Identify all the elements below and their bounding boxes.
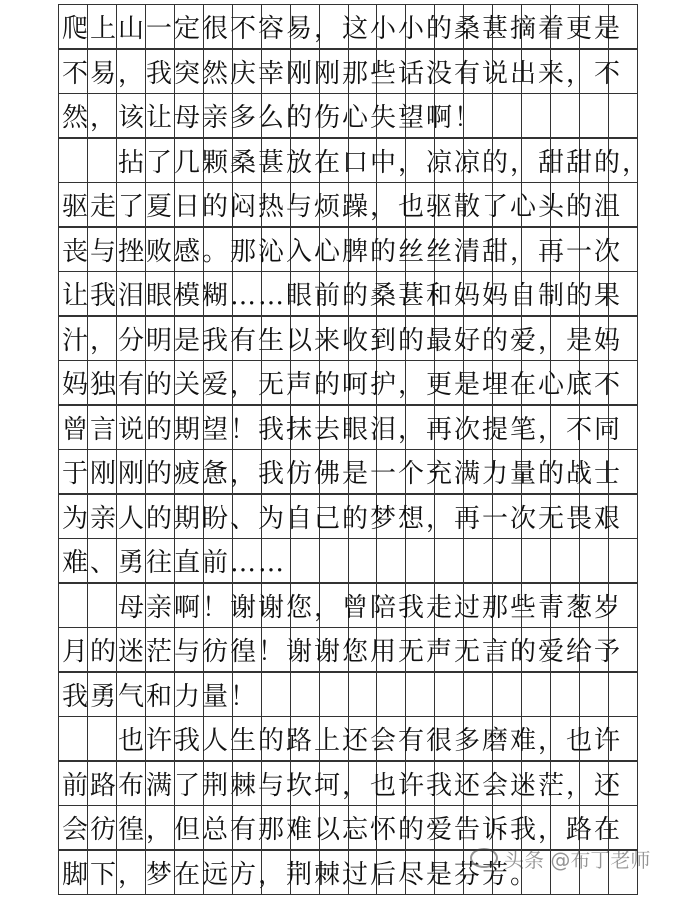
essay-line: 让我泪眼模糊……眼前的桑葚和妈妈自制的果	[62, 281, 623, 311]
manuscript-row	[58, 716, 638, 761]
manuscript-row	[58, 538, 638, 583]
manuscript-row	[58, 4, 638, 49]
essay-line: 然，该让母亲多么的伤心失望啊！	[62, 103, 483, 133]
essay-line: 于刚刚的疲惫，我仿佛是一个充满力量的战士	[62, 459, 623, 489]
manuscript-row	[58, 271, 638, 316]
essay-line: 月的迷茫与彷徨！谢谢您用无声无言的爱给予	[62, 637, 623, 667]
essay-line: 为亲人的期盼、为自己的梦想，再一次无畏艰	[62, 503, 623, 534]
manuscript-row	[58, 672, 638, 717]
manuscript-row	[58, 405, 638, 450]
essay-line: 脚下，梦在远方，荆棘过后尽是芬芳。	[62, 859, 539, 890]
essay-line: 母亲啊！谢谢您，曾陪我走过那些青葱岁	[62, 592, 623, 623]
manuscript-row	[58, 49, 638, 94]
essay-line: 妈独有的关爱，无声的呵护，更是埋在心底不	[62, 370, 623, 400]
manuscript-row	[58, 316, 638, 361]
manuscript-row	[58, 761, 638, 806]
manuscript-row	[58, 138, 651, 183]
essay-line: 拈了几颗桑葚放在口中，凉凉的，甜甜的，	[62, 147, 651, 178]
essay-line: 会彷徨，但总有那难以忘怀的爱告诉我，路在	[62, 815, 623, 845]
essay-line: 难、勇往直前……	[62, 548, 287, 578]
manuscript-row	[58, 227, 638, 272]
essay-line: 我勇气和力量！	[62, 681, 259, 712]
manuscript-row	[58, 627, 638, 672]
essay-line: 爬上山一定很不容易，这小小的桑葚摘着更是	[62, 14, 623, 44]
essay-line: 不易，我突然庆幸刚刚那些话没有说出来，不	[62, 58, 623, 89]
watermark-logo-icon	[470, 848, 498, 868]
manuscript-row	[58, 182, 638, 227]
manuscript-row	[58, 583, 638, 628]
watermark-text: 头条 @布丁老师	[504, 847, 651, 872]
manuscript-row	[58, 93, 638, 138]
manuscript-row	[58, 449, 638, 494]
manuscript-row	[58, 494, 638, 539]
watermark	[470, 838, 650, 878]
essay-line: 驱走了夏日的闷热与烦躁，也驱散了心头的沮	[62, 192, 623, 222]
essay-line: 前路布满了荆棘与坎坷，也许我还会迷茫，还	[62, 770, 623, 801]
essay-line: 汁，分明是我有生以来收到的最好的爱，是妈	[62, 325, 623, 356]
manuscript-row	[58, 360, 638, 405]
essay-line: 也许我人生的路上还会有很多磨难，也许	[62, 726, 623, 756]
essay-line: 曾言说的期望！我抹去眼泪，再次提笔，不同	[62, 414, 623, 445]
essay-line: 丧与挫败感。那沁入心脾的丝丝清甜，再一次	[62, 236, 623, 267]
